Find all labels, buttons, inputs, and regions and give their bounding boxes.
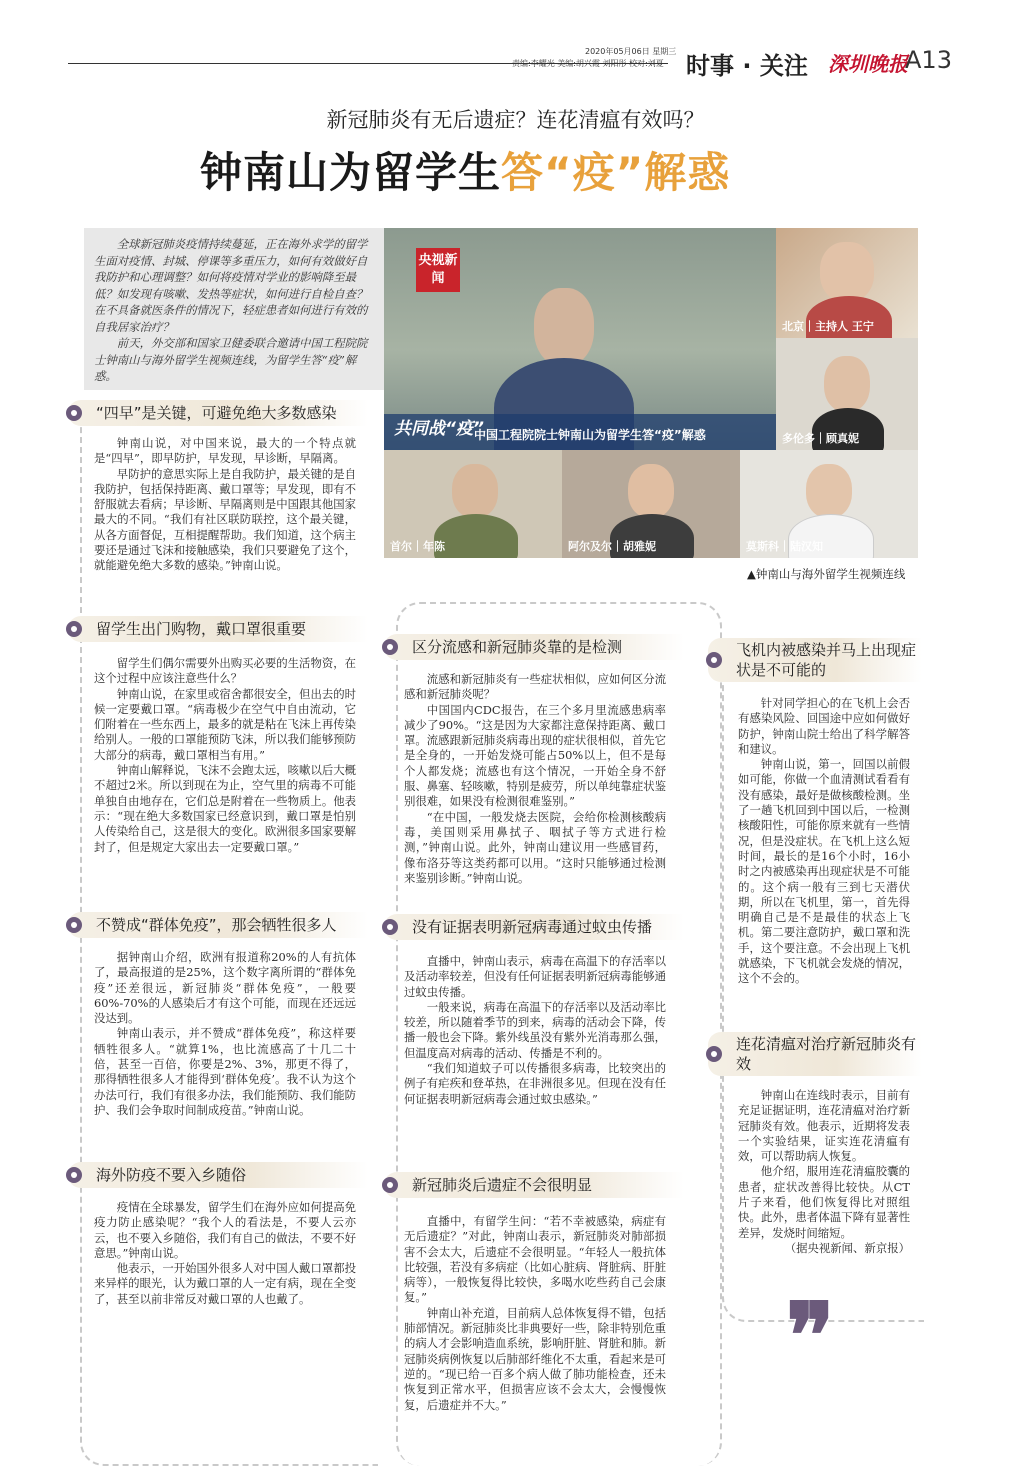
banner-text: 中国工程院院士钟南山为留学生答“疫”解惑 [474,428,706,442]
section-body [94,1200,356,1307]
headline [200,140,730,200]
paragraph: 中国国内CDC报告，在三个多月里流感患病率减少了90%。“这是因为大家都注意保持距离、戴口罩。流感跟新冠肺炎病毒出现的症状很相似，首先它是全身的，一开始发烧可能占50%以上，但不是每个人都发烧；流感也有这个情况，一开始全身不舒服、鼻塞、轻咳嗽，特别是疲劳，所以单纯靠症状鉴别很难，如果没有检测很难鉴别。” [404,702,666,809]
page-number: A13 [905,46,952,74]
section-title-text: 不赞成“群体免疫”，那会牺牲很多人 [96,916,337,934]
paragraph: 流感和新冠肺炎有一些症状相似，应如何区分流感和新冠肺炎呢？ [404,672,667,702]
paragraph: 据钟南山介绍，欧洲有报道称20%的人有抗体了，最高报道的是25%，这个数字离所谓的“群体免疫”还差很远，新冠肺炎“群体免疫”，一般要60%-70%的人感染后才有这个可能，而现在还远远没达到。 [94,950,356,1026]
section-title [708,1032,922,1076]
photo-label: 莫斯科｜陆汉知 [746,540,823,553]
section-body [404,672,666,886]
section-title [68,1162,368,1188]
section-body [738,696,910,987]
photo-host-cell [776,228,918,338]
bullet-dot-icon [66,621,82,637]
paragraph: 钟南山说，在家里或宿舍都很安全，但出去的时候一定要戴口罩。“病毒极少在空气中自由流动，它们附着在一些东西上，最多的就是粘在飞沫上再传染给别人。一般的口罩能预防飞沫，所以我们能够预防大部分的病毒，戴口罩相当有用。” [94,686,357,762]
section-title [68,912,368,938]
paragraph: 他介绍，服用连花清瘟胶囊的患者，症状改善得比较快。从CT片子来看，他们恢复得比对照组快。此外，患者体温下降有显著性差异，发烧时间缩短。 [738,1164,910,1240]
paragraph: 钟南山补充道，目前病人总体恢复得不错，包括肺部情况。新冠肺炎比非典要好一些，除非特别危重的病人才会影响造血系统，影响肝脏、肾脏和肺。新冠肺炎病例恢复以后肺部纤维化不太重，看起来是可逆的。“现已给一百多个病人做了肺功能检查，还未恢复到正常水平，但损害应该不会太大，会慢慢恢复，后遗症并不大。” [404,1305,667,1412]
section-title-text: 飞机内被感染并马上出现症状是不可能的 [736,641,917,679]
person-body [434,514,518,558]
person-face [452,464,498,518]
section-title-text: 没有证据表明新冠病毒通过蚊虫传播 [412,918,653,936]
person-face [628,464,674,518]
section-title [708,638,922,682]
paragraph: 直播中，有留学生问：“若不幸被感染，病症有无后遗症？”对此，钟南山表示，新冠肺炎对肺部损害不会太大，后遗症不会很明显。“年轻人一般抗体比较强，若没有多病症（比如心脏病、肾脏病、肝脏病等），一般恢复得比较快，多喝水吃些药自己会康复。” [404,1214,666,1305]
intro-paragraph: 前天，外交部和国家卫健委联合邀请中国工程院院士钟南山与海外留学生视频连线，为留学生答“疫”解惑。 [94,336,368,383]
paragraph: 钟南山说，第一，回国以前假如可能，你做一个血清测试看看有没有感染，最好是做核酸检测。坐了一趟飞机回到中国以后，一检测核酸阳性，可能你原来就有一些情况，但是没症状。在飞机上这么短时间，最长的是16个小时，16小时之内被感染再出现症状是不可能的。这个病一般有三到七天潜伏期，所以在飞机里，第一，首先得明确自己是不是最佳的状态上飞机。第二要注意防护，戴口罩和洗手，这个要注意。不会出现上飞机就感染，下飞机就会发烧的情况，这个不会的。 [738,757,910,986]
section-title [384,914,684,940]
video-call-photo [384,228,918,558]
section-title-text: “四早”是关键，可避免绝大多数感染 [96,404,337,422]
person-face [534,288,594,366]
photo-moscow-cell [740,450,918,558]
photo-toronto-cell [776,338,918,450]
paragraph: 直播中，钟南山表示，病毒在高温下的存活率以及活动率较差，但没有任何证据表明新冠病毒能够通过蚊虫传播。 [404,954,667,999]
editor-credits: 责编:李耀光 美编:胡兴霞 刘阳彤 校对:刘夏 [512,59,664,68]
photo-label: 北京｜主持人 王宁 [782,320,874,333]
section-title-text: 区分流感和新冠肺炎靠的是检测 [412,638,623,656]
bullet-dot-icon [66,405,82,421]
photo-main-cell [384,228,776,450]
paragraph: 早防护的意思实际上是自我防护，最关键的是自我防护，包括保持距离、戴口罩等；早发现，即有不舒服就去看病；早诊断、早隔离则是中国跟其他国家最大的不同。“我们有社区联防联控，这个最关键，从各方面督促，互相提醒帮助。我们知道，这个病主要还是通过飞沫和接触感染，我们只要避免了这个，就能避免绝大多数的感染。”钟南山说。 [94,466,357,573]
paragraph: 留学生们偶尔需要外出购买必要的生活物资，在这个过程中应该注意些什么？ [94,656,357,686]
photo-label: 多伦多｜顾真妮 [782,432,859,445]
photo-label: 首尔｜年陈 [390,540,445,553]
section-title [68,400,368,426]
section-body [404,954,666,1107]
newspaper-logo: 深圳晚报 [828,52,908,76]
bullet-dot-icon [66,917,82,933]
bullet-dot-icon [382,919,398,935]
person-face [806,464,852,518]
intro-box [84,228,384,390]
headline-part2: 答“疫”解惑 [501,148,731,197]
paragraph: 疫情在全球暴发，留学生们在海外应如何提高免疫力防止感染呢？“我个人的看法是，不要人云亦云，也不要入乡随俗，我们有自己的做法，不要不好意思。”钟南山说。 [94,1200,357,1260]
section-title-text: 海外防疫不要入乡随俗 [96,1166,247,1184]
paragraph: 他表示，一开始国外很多人对中国人戴口罩都投来异样的眼光，认为戴口罩的人一定有病，现在全变了，甚至以前非常反对戴口罩的人也戴了。 [94,1261,357,1306]
photo-caption: ▲钟南山与海外留学生视频连线 [747,567,906,581]
photo-label: 阿尔及尔｜胡雅妮 [568,540,656,553]
section-title [68,616,368,642]
cctv-news-logo: 央视新闻 [416,248,460,292]
paragraph: 钟南山在连线时表示，目前有充足证据证明，连花清瘟对治疗新冠肺炎有效。他表示，近期将发表一个实验结果，证实连花清瘟有效，可以帮助病人恢复。 [738,1088,910,1164]
bullet-dot-icon [382,639,398,655]
bullet-dot-icon [706,652,722,668]
paragraph: 钟南山说，对中国来说，最大的一个特点就是“四早”，即早防护，早发现，早诊断，早隔离。 [94,436,356,466]
section-body [738,1088,910,1256]
headline-part1: 钟南山为留学生 [200,148,502,197]
paragraph: 一般来说，病毒在高温下的存活率以及活动率比较差，所以随着季节的到来，病毒的活动会下降，传播一般也会下降。紫外线虽没有紫外光消毒那么强，但温度高对病毒的活动、传播是不利的。 [404,999,667,1060]
source-note: （据央视新闻、新京报） [784,1240,910,1255]
person-face [820,242,874,302]
photo-seoul-cell [384,450,562,558]
zhanyi-logo: 共同战“疫” [394,419,484,439]
paragraph: 钟南山表示，并不赞成“群体免疫”，称这样要牺牲很多人。“就算1%，也比流感高了十几二十倍，甚至一百倍，你要是2%、3%，那更不得了，那得牺牲很多人才能得到‘群体免疫’。我不认为这个办法可行，我们有很多办法，我们能预防、我们能防护、我们会争取时间制成疫苗。”钟南山说。 [94,1026,356,1117]
section-title [384,1172,684,1198]
bullet-dot-icon [66,1167,82,1183]
subheadline: 新冠肺炎有无后遗症？连花清瘟有效吗？ [326,108,705,132]
issue-date: 2020年05月06日 星期三 [585,47,677,56]
person-face [824,356,870,412]
section-body [404,1214,666,1413]
section-body [94,950,356,1118]
section-name: 时事 · 关注 [686,52,808,80]
paragraph: 针对同学担心的在飞机上会否有感染风险、回国途中应如何做好防护，钟南山院士给出了科学解答和建议。 [738,696,910,756]
paragraph: “在中国，一般发烧去医院，会给你检测核酸病毒，美国则采用鼻拭子、咽拭子等方式进行检测，”钟南山说。此外，钟南山建议用一些感冒药，像布洛芬等这类药都可以用。“这时只能够通过检测来鉴别诊断。”钟南山说。 [404,809,666,885]
bullet-dot-icon [382,1177,398,1193]
bullet-dot-icon [706,1046,722,1062]
section-title-text: 留学生出门购物，戴口罩很重要 [96,620,307,638]
quote-mark-icon: ❞ [786,1283,835,1389]
section-body [94,436,356,574]
paragraph: 钟南山解释说，飞沫不会跑太远，咳嗽以后大概不超过2米。所以到现在为止，空气里的病毒不可能单独自由地存在，它们总是附着在一些物质上。他表示：“现在绝大多数国家已经意识到，戴口罩是怕别人传染给自己，这是很大的变化。欧洲很多国家要解封了，但是规定大家出去一定要戴口罩。” [94,763,357,854]
section-title-text: 连花清瘟对治疗新冠肺炎有效 [736,1035,917,1073]
section-body [94,656,356,855]
section-title [384,634,684,660]
section-title-text: 新冠肺炎后遗症不会很明显 [412,1176,593,1194]
intro-paragraph: 全球新冠肺炎疫情持续蔓延，正在海外求学的留学生面对疫情、封城、停课等多重压力，如何有效做好自我防护和心理调整？如何将疫情对学业的影响降至最低？如发现有咳嗽、发热等症状，如何进行自检自查？在不具备就医条件的情况下，轻症患者如何进行有效的自我居家治疗？ [94,237,368,334]
paragraph: “我们知道蚊子可以传播很多病毒，比较突出的例子有疟疾和登革热，在非洲很多见。但现在没有任何证据表明新冠病毒会通过蚊虫感染。” [404,1061,666,1106]
photo-algiers-cell [562,450,740,558]
